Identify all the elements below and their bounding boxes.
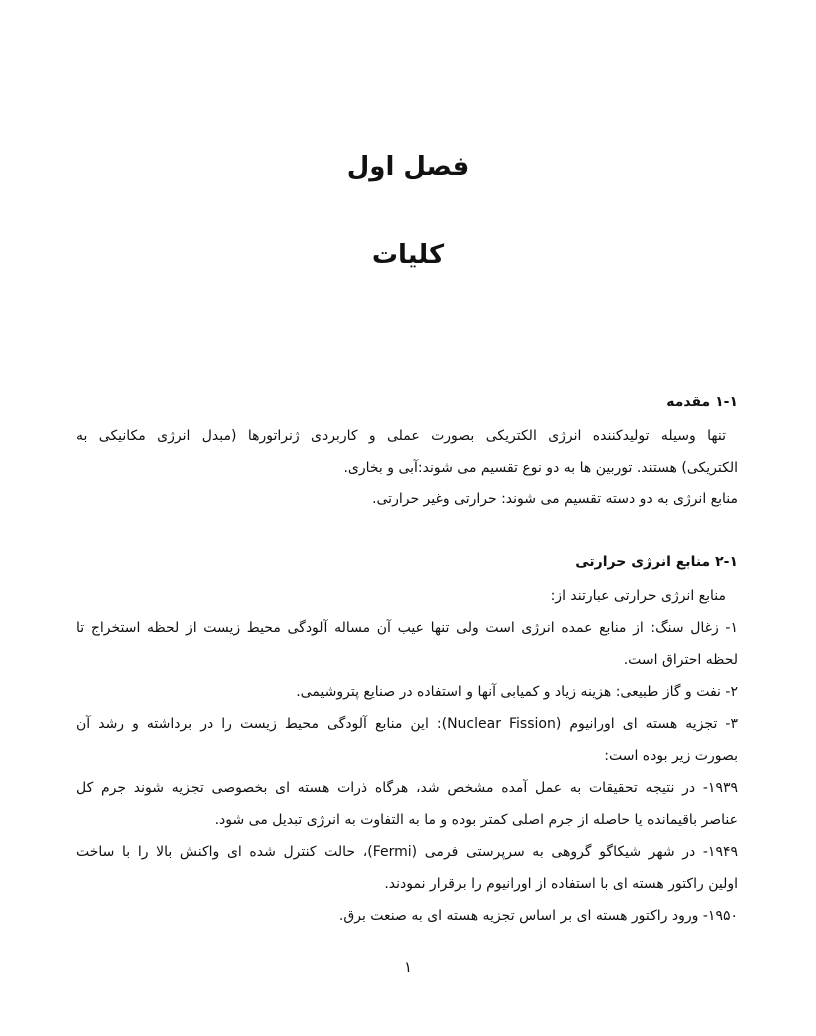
paragraph-line: اولین راکتور هسته ای با استفاده از اورانیوم را برقرار نمودند. [384,876,738,892]
section-heading-thermal-sources: ۲-۱ منابع انرژی حرارتی [575,554,738,570]
chapter-label: فصل اول [346,152,470,182]
paragraph-line: لحظه احتراق است. [623,652,738,668]
list-item-nuclear-fission: ۳- تجزیه هسته ای اورانیوم (Nuclear Fission): این منابع آلودگی محیط زیست را در برداشته و رشد آن [76,716,738,732]
paragraph-line: بصورت زیر بوده است: [604,748,738,764]
paragraph-line: عناصر باقیمانده یا حاصله از جرم اصلی کمتر بوده و ما به التفاوت به انرژی تبدیل می شود. [214,812,738,828]
page-number: ۱ [403,958,413,976]
list-item-coal: ۱- زغال سنگ: از منابع عمده انرژی است ولی تنها عیب آن مساله آلودگی محیط زیست از لحظه استخراج تا [76,620,738,636]
chapter-title: کلیات [371,240,445,270]
paragraph-line: منابع انرژی حرارتی عبارتند از: [550,588,726,604]
timeline-1939: ۱۹۳۹- در نتیجه تحقیقات به عمل آمده مشخص شد، هرگاه ذرات هسته ای بخصوصی تجزیه شوند جرم کل [76,780,738,796]
paragraph-line: منابع انرژی به دو دسته تقسیم می شوند: حرارتی وغیر حرارتی. [372,491,738,507]
timeline-1949: ۱۹۴۹- در شهر شیکاگو گروهی به سرپرستی فرمی (Fermi)، حالت کنترل شده ای واکنش بالا را با ساخت [76,844,738,860]
paragraph-line: الکتریکی) هستند. توربین ها به دو نوع تقسیم می شوند:آبی و بخاری. [343,460,738,476]
paragraph-line: تنها وسیله تولیدکننده انرژی الکتریکی بصورت عملی و کاربردی ژنراتورها (مبدل انرژی مکانیکی به [76,428,726,444]
list-item-oil-gas: ۲- نفت و گاز طبیعی: هزینه زیاد و کمیابی آنها و استفاده در صنایع پتروشیمی. [296,684,738,700]
timeline-1950: ۱۹۵۰- ورود راکتور هسته ای بر اساس تجزیه هسته ای به صنعت برق. [338,908,738,924]
section-heading-introduction: ۱-۱ مقدمه [666,394,738,410]
